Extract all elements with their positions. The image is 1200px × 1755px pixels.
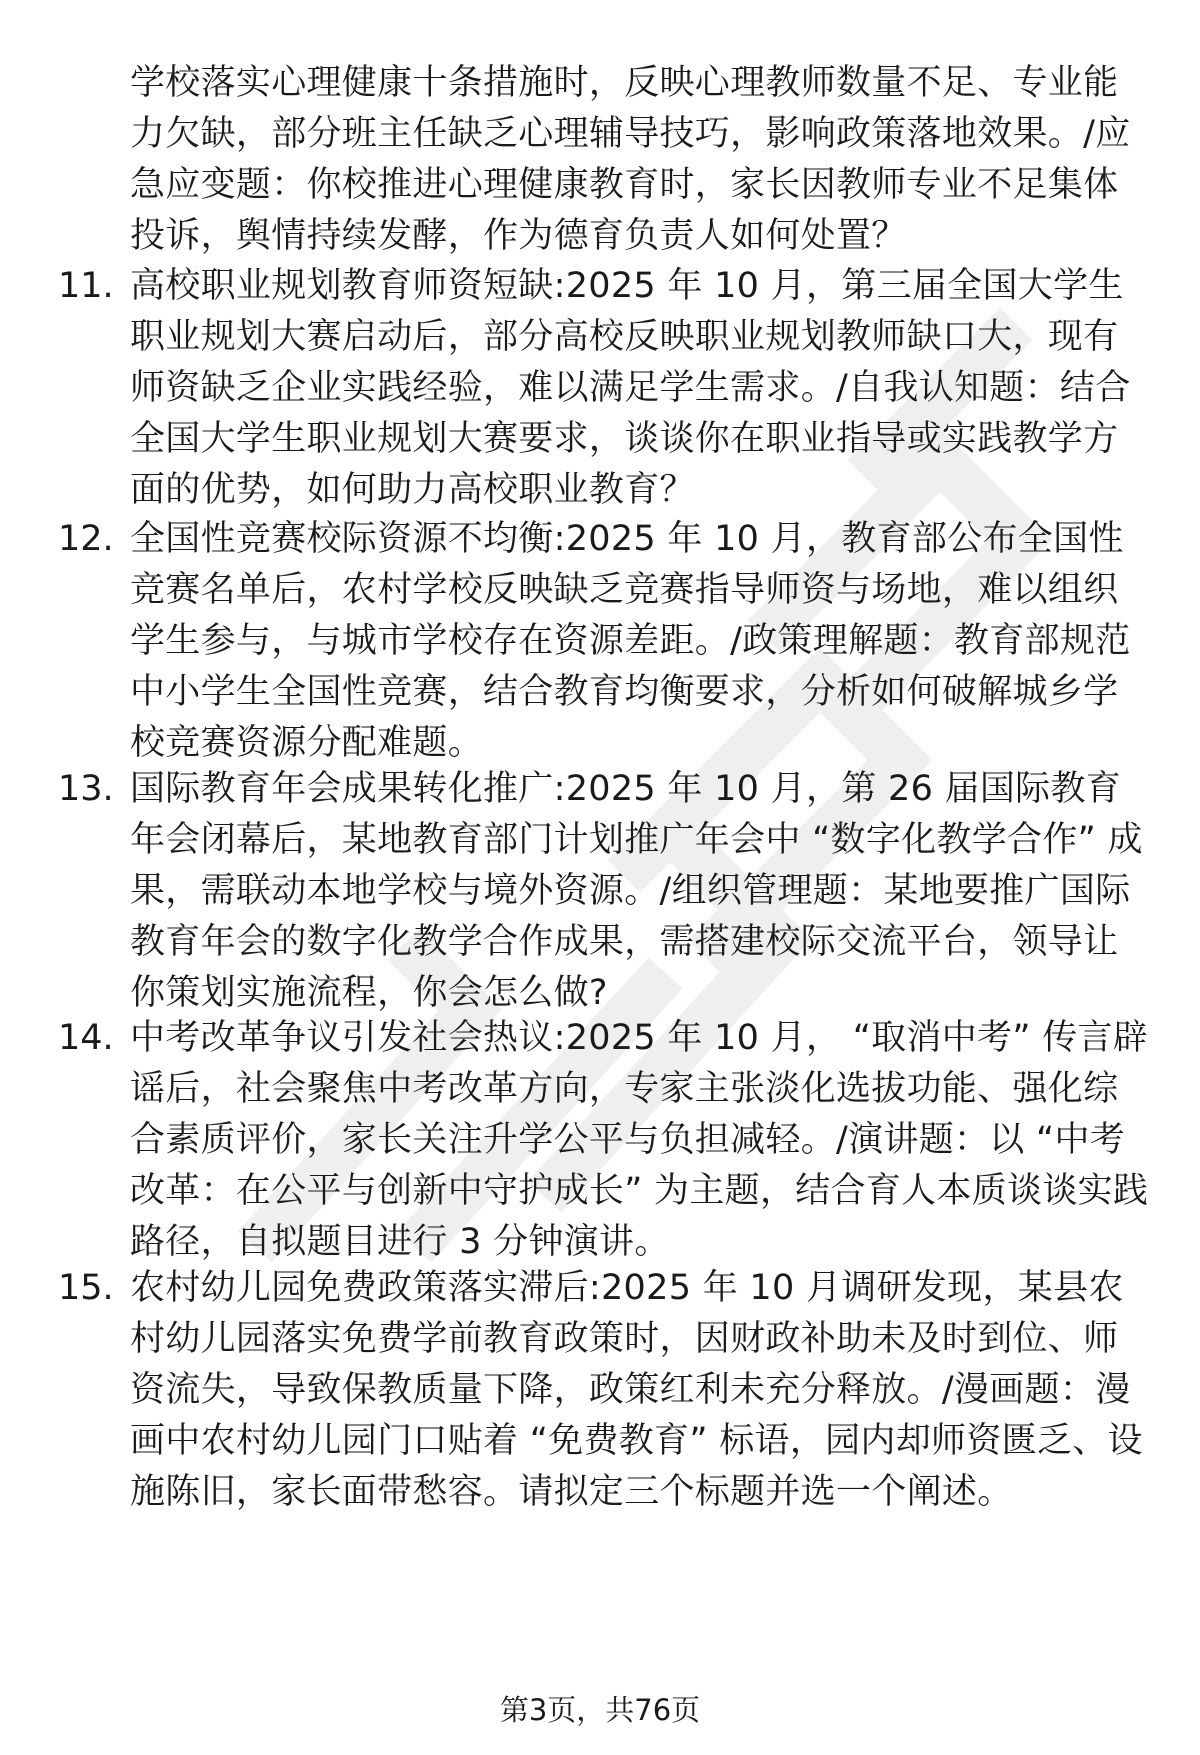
item-number: 12.	[58, 519, 114, 559]
item-number: 13.	[58, 769, 114, 809]
list-item: 高校职业规划教育师资短缺:2025 年 10 月，第三届全国大学生职业规划大赛启动后，部分高校反映职业规划教师缺口大，现有师资缺乏企业实践经验，难以满足学生需求。/自我认知题：结合全国大学生职业规划大赛要求，谈谈你在职业指导或实践教学方面的优势，如何助力高校职业教育？	[130, 266, 1131, 510]
list-item: 国际教育年会成果转化推广:2025 年 10 月，第 26 届国际教育年会闭幕后，某地教育部门计划推广年会中 “数字化教学合作” 成果，需联动本地学校与境外资源。/组织管理题：某地要推广国际教育年会的数字化教学合作成果，需搭建校际交流平台，领导让你策划实施流程，你会怎么做?	[130, 769, 1143, 1013]
intro-paragraph: 学校落实心理健康十条措施时，反映心理教师数量不足、专业能力欠缺，部分班主任缺乏心理辅导技巧，影响政策落地效果。/应急应变题：你校推进心理健康教育时，家长因教师专业不足集体投诉，舆情持续发酵，作为德育负责人如何处置？	[130, 63, 1131, 256]
list-item: 中考改革争议引发社会热议:2025 年 10 月， “取消中考” 传言辟谣后，社会聚焦中考改革方向，专家主张淡化选拔功能、强化综合素质评价，家长关注升学公平与负担减轻。/演讲题：以 “中考改革：在公平与创新中守护成长” 为主题，结合育人本质谈谈实践路径，自拟题目进行 3 分钟演讲。	[130, 1018, 1149, 1262]
list-item: 全国性竞赛校际资源不均衡:2025 年 10 月，教育部公布全国性竞赛名单后，农村学校反映缺乏竞赛指导师资与场地，难以组织学生参与，与城市学校存在资源差距。/政策理解题：教育部规范中小学生全国性竞赛，结合教育均衡要求，分析如何破解城乡学校竞赛资源分配难题。	[130, 519, 1131, 763]
item-number: 14.	[58, 1018, 114, 1058]
page-number-footer: 第3页，共76页	[499, 1693, 701, 1727]
list-item: 农村幼儿园免费政策落实滞后:2025 年 10 月调研发现，某县农村幼儿园落实免费学前教育政策时，因财政补助未及时到位、师资流失，导致保教质量下降，政策红利未充分释放。/漫画题：漫画中农村幼儿园门口贴着 “免费教育” 标语，园内却师资匮乏、设施陈旧，家长面带愁容。请拟定三个标题并选一个阐述。	[130, 1268, 1143, 1512]
item-number: 15.	[58, 1268, 114, 1308]
item-number: 11.	[58, 266, 114, 306]
